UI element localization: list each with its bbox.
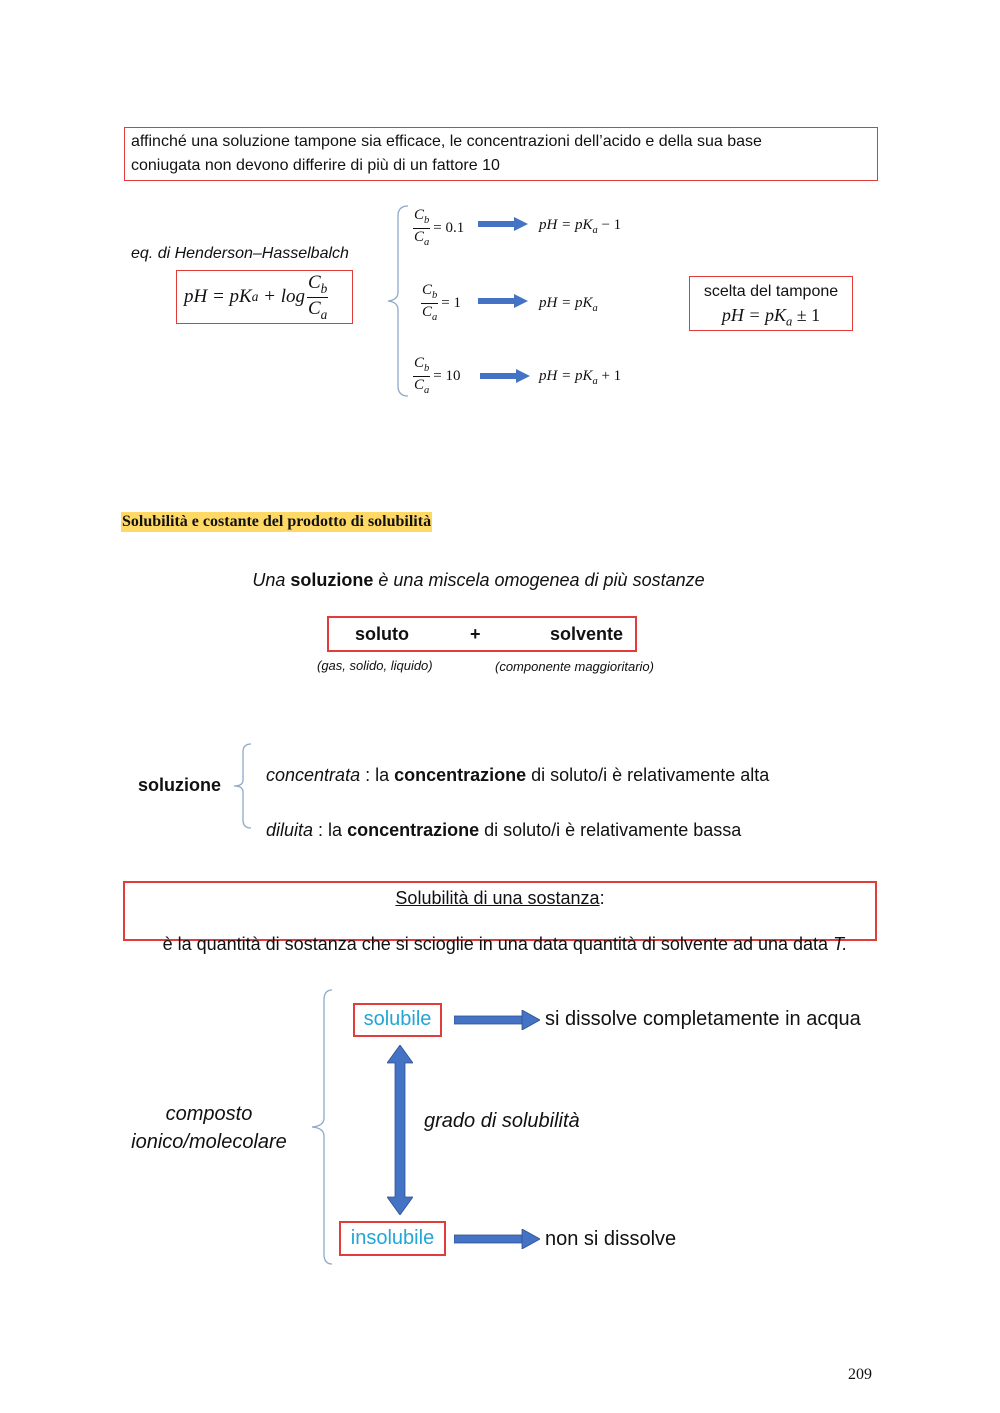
solvent-label: solvente — [550, 624, 624, 644]
henderson-num: C — [307, 272, 321, 294]
case-1-result-tail: − 1 — [597, 217, 622, 233]
case-2-result-main: pH = pK — [539, 295, 593, 311]
concentrated-rest: di soluto/i è relativamente alta — [526, 765, 770, 785]
insoluble-description: non si dissolve — [545, 1228, 677, 1250]
solution-types-label: soluzione — [138, 775, 222, 795]
solubility-title-colon: : — [599, 888, 605, 908]
case-2-result — [539, 295, 598, 314]
case-1-result — [539, 217, 621, 236]
henderson-den-sub: a — [320, 306, 328, 322]
dilute-bold: concentrazione — [347, 820, 480, 840]
insoluble-arrow — [454, 1229, 540, 1249]
solution-definition — [0, 570, 957, 591]
solute-note: (gas, solido, liquido) — [317, 658, 433, 673]
case-ratio-2 — [421, 283, 461, 323]
buffer-choice-title: scelta del tampone — [703, 283, 839, 300]
dilute-sep: : la — [313, 820, 348, 840]
solubility-title-text: Solubilità di una sostanza — [395, 888, 600, 908]
buffer-efficacy-line2: coniugata non devono differire di più di un fattore 10 — [131, 157, 500, 174]
buffer-choice-sub: a — [785, 314, 793, 329]
dilute-term: diluita — [266, 820, 314, 840]
case-1-value: = 0.1 — [433, 219, 465, 236]
concentrated-bold: concentrazione — [394, 765, 527, 785]
page-number: 209 — [848, 1366, 872, 1383]
henderson-lhs: pH = pK — [184, 286, 252, 307]
henderson-label: eq. di Henderson–Hasselbalch — [131, 245, 349, 262]
plus-sign: + — [470, 624, 481, 644]
case-3-result-sub: a — [592, 376, 598, 387]
insoluble-label: insolubile — [350, 1227, 435, 1249]
henderson-den: C — [307, 297, 321, 319]
henderson-num-sub: b — [320, 281, 328, 297]
case-1-fraction: $\frac{C_b}{C_a}$ — [414, 207, 430, 248]
solubility-definition-body — [123, 913, 877, 955]
case-ratio-3 — [413, 356, 460, 396]
buffer-efficacy-line1: affinché una soluzione tampone sia efficace, le concentrazioni dell’acido e della sua base — [131, 133, 762, 150]
case-3-result-main: pH = pK — [539, 368, 593, 384]
concentrated-sep: : la — [360, 765, 395, 785]
solubility-degree-label: grado di solubilità — [424, 1110, 580, 1132]
case-1-result-main: pH = pK — [539, 217, 593, 233]
solubility-degree-arrow — [387, 1045, 413, 1215]
soluble-label: solubile — [363, 1008, 432, 1030]
case-3-result-tail: + 1 — [597, 368, 622, 384]
soluble-description: si dissolve completamente in acqua — [545, 1008, 861, 1030]
solvent-note: (componente maggioritario) — [495, 659, 654, 674]
dilute-row — [256, 799, 741, 841]
case-2-fraction: $\frac{C_b}{C_a}$ — [422, 282, 438, 323]
solution-types-brace — [229, 742, 255, 830]
buffer-choice-tail: ± 1 — [792, 305, 821, 325]
buffer-choice-main: pH = pK — [721, 305, 786, 325]
solubility-definition-title — [123, 888, 877, 909]
compound-brace — [306, 988, 336, 1266]
solution-def-bold: soluzione — [290, 570, 374, 590]
henderson-sub-a: a — [251, 289, 259, 304]
case-ratio-1 — [413, 208, 464, 248]
concentrated-term: concentrata — [266, 765, 361, 785]
case-2-arrow — [478, 294, 528, 308]
case-2-value: = 1 — [441, 294, 461, 311]
cases-brace — [382, 204, 412, 398]
case-3-value: = 10 — [433, 367, 461, 384]
henderson-fraction — [307, 273, 328, 320]
solute-label: soluto — [355, 624, 409, 644]
buffer-choice-formula — [689, 305, 853, 330]
dilute-rest: di soluto/i è relativamente bassa — [479, 820, 742, 840]
henderson-formula — [184, 272, 328, 322]
case-2-result-sub: a — [592, 303, 598, 314]
solution-def-post: è una miscela omogenea di più sostanze — [373, 570, 705, 590]
section-title: Solubilità e costante del prodotto di solubilità — [122, 513, 432, 530]
case-1-arrow — [478, 217, 528, 231]
solubility-body-t: T. — [833, 934, 848, 954]
solution-def-pre: Una — [252, 570, 291, 590]
compound-label-line1: composto — [165, 1103, 253, 1125]
solubility-body-text: è la quantità di sostanza che si scioglie in una data quantità di solvente ad una data — [162, 934, 834, 954]
compound-label-line2: ionico/molecolare — [131, 1131, 287, 1153]
case-3-result — [539, 368, 621, 387]
case-1-result-sub: a — [592, 225, 598, 236]
henderson-plus-log: + log — [258, 286, 305, 307]
case-3-arrow — [480, 369, 530, 383]
concentrated-row — [256, 744, 769, 786]
case-3-fraction: $\frac{C_b}{C_a}$ — [414, 355, 430, 396]
soluble-arrow — [454, 1010, 540, 1030]
